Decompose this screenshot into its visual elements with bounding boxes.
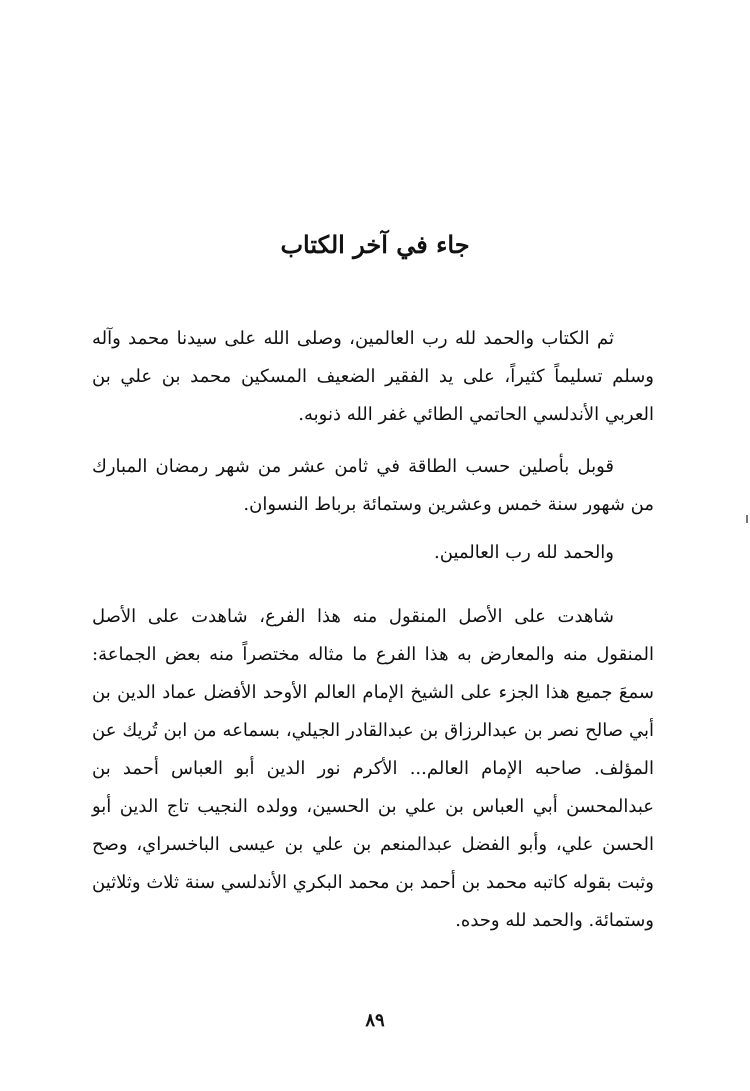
audition-certificate-paragraph: شاهدت على الأصل المنقول منه هذا الفرع، شاهدت على الأصل المنقول منه والمعارض به هذا الفرع ما مثاله مختصراً منه بعض الجماعة: سمعَ جميع هذا الجزء على الشيخ الإمام العالم الأوحد الأفضل عماد الدين بن أبي صالح نصر بن عبدالرزاق بن عبدالقادر الجيلي، بسماعه من ابن تُريك عن المؤلف. صاحبه الإمام العالم... الأكرم نور الدين أبو العباس أحمد بن عبدالمحسن أبي العباس بن علي بن الحسين، وولده النجيب تاج الدين أبو الحسن علي، وأبو الفضل عبدالمنعم بن علي بن عيسى الباخسراي، وصح وثبت بقوله كاتبه محمد بن أحمد بن محمد البكري الأندلسي سنة ثلاث وثلاثين وستمائة. والحمد لله وحده. xyxy=(92,606,654,931)
collation-paragraph: قوبل بأصلين حسب الطاقة في ثامن عشر من شهر رمضان المبارك من شهور سنة خمس وعشرين وستمائة برباط النسوان. xyxy=(92,456,654,515)
closing-praise: والحمد لله رب العالمين. xyxy=(434,542,614,563)
page-title: جاء في آخر الكتاب xyxy=(280,230,470,259)
scan-edge-mark xyxy=(746,515,748,523)
page-number: ٨٩ xyxy=(365,1010,385,1031)
colophon-paragraph: ثم الكتاب والحمد لله رب العالمين، وصلى الله على سيدنا محمد وآله وسلم تسليماً كثيراً، على يد الفقير الضعيف المسكين محمد بن علي بن العربي الأندلسي الحاتمي الطائي غفر الله ذنوبه. xyxy=(92,328,654,425)
